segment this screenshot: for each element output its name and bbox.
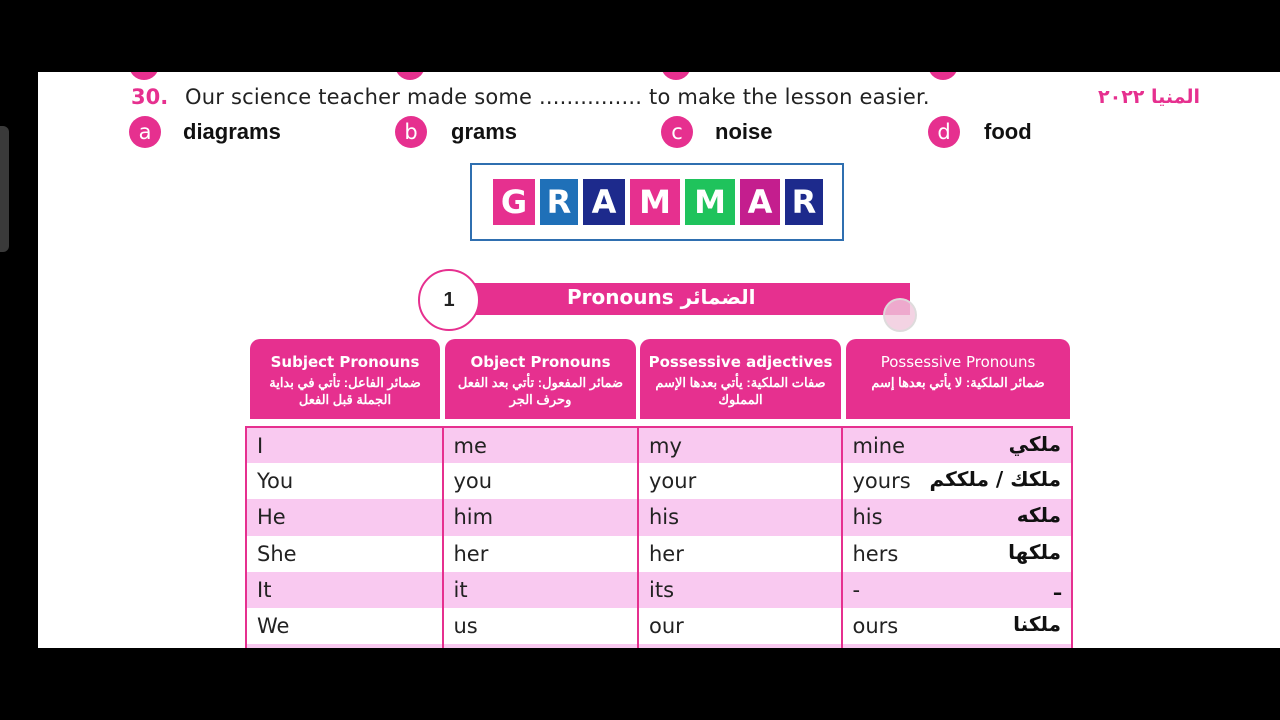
banner-letter: R <box>785 179 823 225</box>
column-header-adjective <box>640 339 841 419</box>
object-cell: us <box>443 608 639 644</box>
column-header-ar: ضمائر المفعول: تأتي بعد الفعل وحرف الجر <box>457 375 624 407</box>
table-row <box>246 499 1072 535</box>
possessive-value: ours <box>852 614 899 639</box>
banner-letter: M <box>630 179 680 225</box>
option-letter: d <box>928 116 960 148</box>
possessive-value: his <box>852 505 883 530</box>
option-d[interactable] <box>928 116 1032 148</box>
object-cell: him <box>443 499 639 535</box>
subject-cell: She <box>246 536 443 572</box>
option-text: grams <box>451 119 518 144</box>
question-number: 30. <box>131 85 169 109</box>
option-a[interactable] <box>129 116 281 148</box>
adjective-cell: its <box>638 572 842 608</box>
column-header-en: Object Pronouns <box>470 353 611 371</box>
touch-indicator <box>883 298 917 332</box>
arabic-meaning: ملكها <box>1008 539 1061 564</box>
cropped-option-badge <box>395 72 425 80</box>
arabic-meaning: ملكك / ملككم <box>929 467 1061 492</box>
banner-letter: R <box>540 179 578 225</box>
possessive-cell <box>842 463 1073 499</box>
possessive-cell <box>842 572 1073 608</box>
document-page <box>38 72 1280 648</box>
banner-letter: A <box>740 179 780 225</box>
adjective-cell: our <box>638 608 842 644</box>
column-header-possessive <box>846 339 1070 419</box>
option-b[interactable] <box>395 116 517 148</box>
option-text: diagrams <box>183 119 281 144</box>
banner-letter: A <box>583 179 625 225</box>
table-row <box>246 463 1072 499</box>
scroll-handle[interactable] <box>0 126 9 252</box>
option-text: noise <box>715 119 773 144</box>
possessive-value: hers <box>852 541 899 566</box>
banner-letter: G <box>493 179 535 225</box>
subject-cell: I <box>246 427 443 463</box>
adjective-cell: her <box>638 536 842 572</box>
video-letterbox <box>0 648 1280 720</box>
question-text: Our science teacher made some ............... to make the lesson easier. <box>185 85 930 109</box>
possessive-cell <box>842 499 1073 535</box>
possessive-cell <box>842 536 1073 572</box>
cropped-option-badge <box>928 72 958 80</box>
subject-cell: We <box>246 608 443 644</box>
option-letter: c <box>661 116 693 148</box>
section-title: Pronouns الضمائر <box>567 285 756 309</box>
option-letter: b <box>395 116 427 148</box>
section-title-bar <box>474 283 910 315</box>
subject-cell: You <box>246 463 443 499</box>
pronouns-table <box>245 426 1073 648</box>
adjective-cell: my <box>638 427 842 463</box>
adjective-cell: your <box>638 463 842 499</box>
column-header-ar: صفات الملكية: يأتي بعدها الإسم المملوك <box>655 375 826 407</box>
arabic-meaning: ملكنا <box>1013 611 1061 636</box>
column-header-ar: ضمائر الملكية: لا يأتي بعدها إسم <box>871 375 1045 390</box>
possessive-cell <box>842 427 1073 463</box>
arabic-meaning: ملكه <box>1016 503 1061 528</box>
question-source: المنيا ٢٠٢٢ <box>1098 86 1201 108</box>
column-header-object <box>445 339 636 419</box>
object-cell: you <box>443 463 639 499</box>
option-letter: a <box>129 116 161 148</box>
adjective-cell: his <box>638 499 842 535</box>
subject-cell: It <box>246 572 443 608</box>
banner-letter: M <box>685 179 735 225</box>
subject-cell: He <box>246 499 443 535</box>
column-header-ar: ضمائر الفاعل: تأتي في بداية الجملة قبل الفعل <box>269 375 421 407</box>
possessive-value: yours <box>852 469 911 494</box>
object-cell: me <box>443 427 639 463</box>
table-row <box>246 536 1072 572</box>
option-c[interactable] <box>661 116 772 148</box>
column-header-en: Possessive Pronouns <box>880 353 1036 371</box>
arabic-meaning: ـ <box>1054 575 1061 600</box>
object-cell: her <box>443 536 639 572</box>
column-header-en: Subject Pronouns <box>270 353 420 371</box>
option-text: food <box>984 119 1032 144</box>
column-header-en: Possessive adjectives <box>648 353 833 371</box>
cropped-option-badge <box>129 72 159 80</box>
section-number: 1 <box>418 269 480 331</box>
possessive-value: mine <box>852 433 906 458</box>
column-header-subject <box>250 339 440 419</box>
table-row <box>246 572 1072 608</box>
table-row <box>246 427 1072 463</box>
possessive-value: - <box>852 577 861 602</box>
arabic-meaning: ملكي <box>1008 432 1061 456</box>
grammar-banner <box>470 163 844 241</box>
possessive-cell <box>842 608 1073 644</box>
object-cell: it <box>443 572 639 608</box>
table-row <box>246 608 1072 644</box>
cropped-option-badge <box>661 72 691 80</box>
